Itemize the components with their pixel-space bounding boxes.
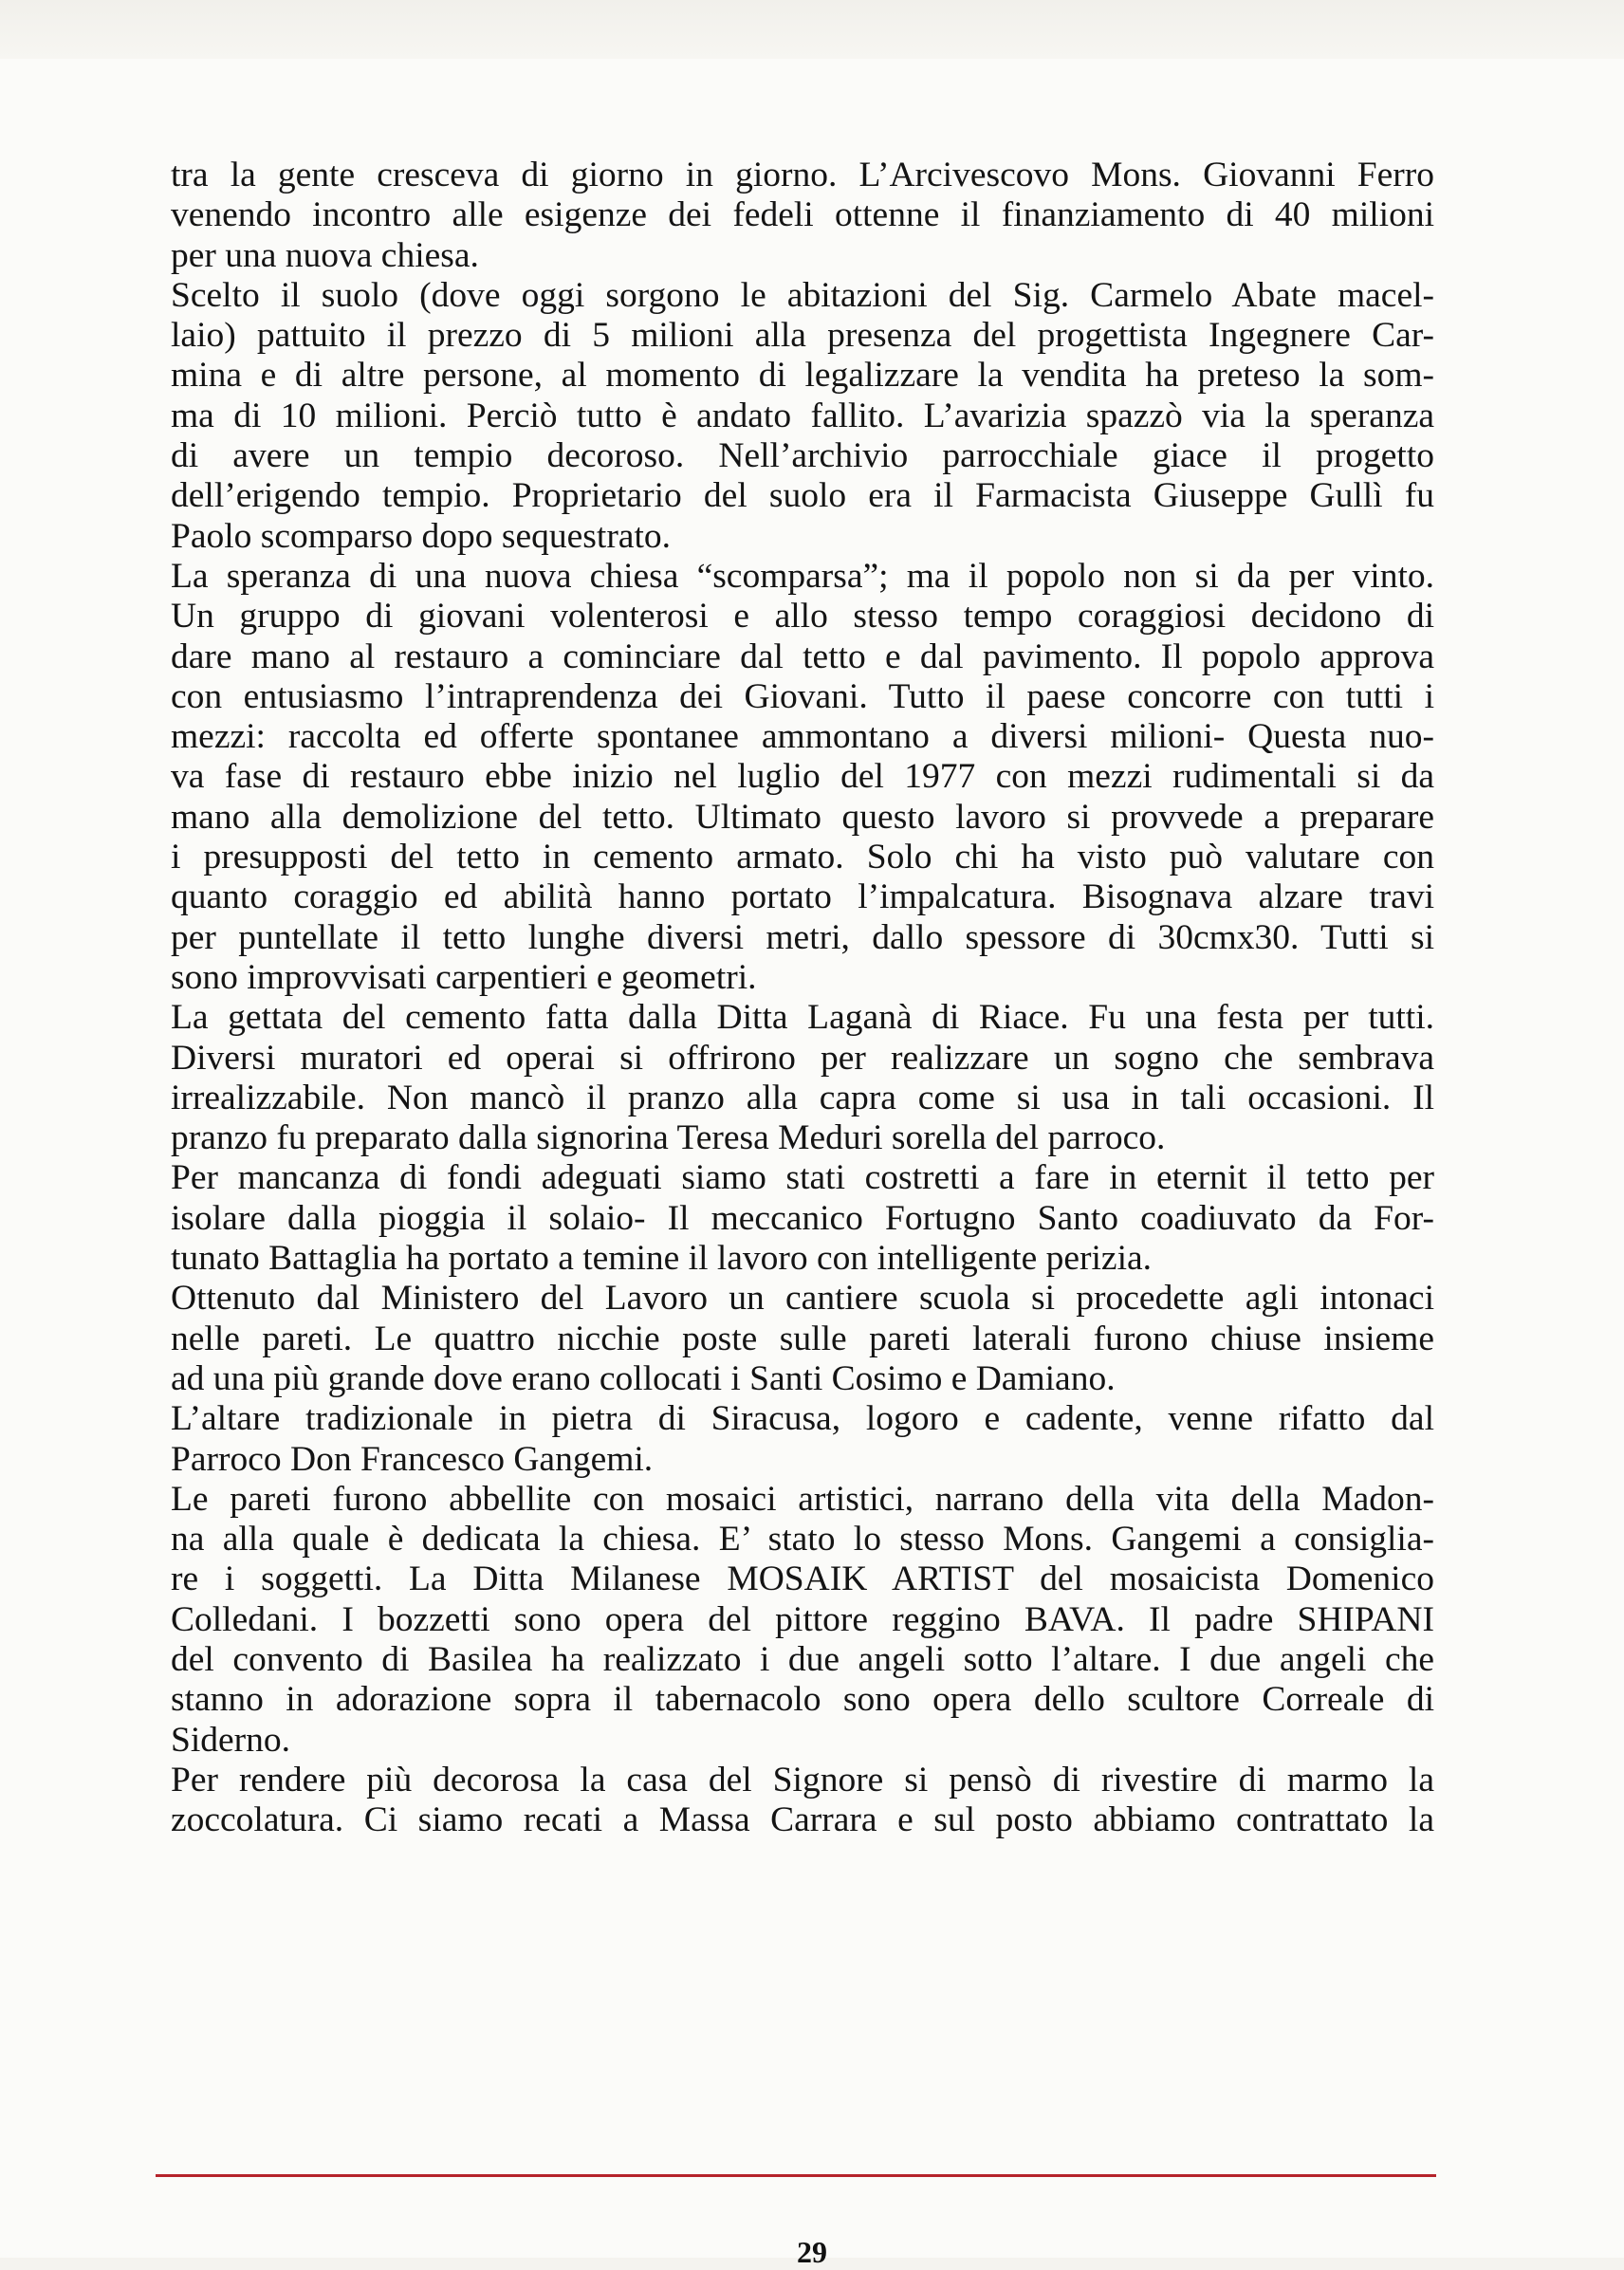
text-line: per puntellate il tetto lunghe diversi metri, dallo spessore di 30cmx30. Tutti si — [171, 917, 1434, 957]
text-line: Paolo scomparso dopo sequestrato. — [171, 516, 671, 556]
text-line: di avere un tempio decoroso. Nell’archivio parrocchiale giace il progetto — [171, 436, 1434, 476]
text-line: ma di 10 milioni. Perciò tutto è andato fallito. L’avarizia spazzò via la speranza — [171, 396, 1434, 435]
text-line: dare mano al restauro a cominciare dal tetto e dal pavimento. Il popolo approva — [171, 637, 1434, 676]
text-line: Siderno. — [171, 1720, 291, 1760]
text-line: La speranza di una nuova chiesa “scomparsa”; ma il popolo non si da per vinto. — [171, 556, 1434, 596]
text-line: per una nuova chiesa. — [171, 235, 479, 275]
text-line: del convento di Basilea ha realizzato i due angeli sotto l’altare. I due angeli che — [171, 1639, 1434, 1679]
text-line: La gettata del cemento fatta dalla Ditta Laganà di Riace. Fu una festa per tutti. — [171, 998, 1434, 1038]
text-line: Per rendere più decorosa la casa del Signore si pensò di rivestire di marmo la — [171, 1760, 1434, 1799]
text-line: na alla quale è dedicata la chiesa. E’ stato lo stesso Mons. Gangemi a consiglia- — [171, 1520, 1434, 1559]
text-line: zoccolatura. Ci siamo recati a Massa Carrara e sul posto abbiamo contrattato la — [171, 1800, 1434, 1840]
text-line: Scelto il suolo (dove oggi sorgono le abitazioni del Sig. Carmelo Abate macel- — [171, 275, 1434, 315]
text-line: tunato Battaglia ha portato a temine il lavoro con intelligente perizia. — [171, 1239, 1153, 1279]
text-line: venendo incontro alle esigenze dei fedeli ottenne il finanziamento di 40 milioni — [171, 195, 1434, 235]
text-line: Colledani. I bozzetti sono opera del pittore reggino BAVA. Il padre SHIPANI — [171, 1599, 1434, 1639]
text-line: quanto coraggio ed abilità hanno portato l’impalcatura. Bisognava alzare travi — [171, 877, 1434, 917]
text-line: dell’erigendo tempio. Proprietario del suolo era il Farmacista Giuseppe Gullì fu — [171, 476, 1434, 516]
scan-top-edge — [0, 0, 1624, 60]
text-line: pranzo fu preparato dalla signorina Teresa Meduri sorella del parroco. — [171, 1118, 1166, 1158]
text-line: Per mancanza di fondi adeguati siamo stati costretti a fare in eternit il tetto per — [171, 1158, 1434, 1198]
body-text — [171, 156, 1434, 1840]
text-line: Un gruppo di giovani volenterosi e allo stesso tempo coraggiosi decidono di — [171, 597, 1434, 637]
text-line: i presupposti del tetto in cemento armato. Solo chi ha visto può valutare con — [171, 838, 1434, 877]
text-line: con entusiasmo l’intraprendenza dei Giovani. Tutto il paese concorre con tutti i — [171, 676, 1434, 716]
text-line: nelle pareti. Le quattro nicchie poste sulle pareti laterali furono chiuse insieme — [171, 1319, 1434, 1358]
text-line: mezzi: raccolta ed offerte spontanee ammontano a diversi milioni- Questa nuo- — [171, 717, 1434, 757]
text-line: laio) pattuito il prezzo di 5 milioni alla presenza del progettista Ingegnere Car- — [171, 316, 1434, 356]
text-line: Ottenuto dal Ministero del Lavoro un cantiere scuola si procedette agli intonaci — [171, 1279, 1434, 1319]
text-line: Diversi muratori ed operai si offrirono per realizzare un sogno che sembrava — [171, 1038, 1434, 1078]
text-line: L’altare tradizionale in pietra di Siracusa, logoro e cadente, venne rifatto dal — [171, 1399, 1434, 1439]
text-line: irrealizzabile. Non mancò il pranzo alla capra come si usa in tali occasioni. Il — [171, 1078, 1434, 1117]
text-line: re i soggetti. La Ditta Milanese MOSAIK ARTIST del mosaicista Domenico — [171, 1559, 1434, 1599]
text-line: Le pareti furono abbellite con mosaici artistici, narrano della vita della Madon- — [171, 1479, 1434, 1519]
text-line: mina e di altre persone, al momento di legalizzare la vendita ha preteso la som- — [171, 356, 1434, 396]
text-line: stanno in adorazione sopra il tabernacolo sono opera dello scultore Correale di — [171, 1680, 1434, 1720]
text-line: sono improvvisati carpentieri e geometri. — [171, 957, 757, 997]
text-line: va fase di restauro ebbe inizio nel luglio del 1977 con mezzi rudimentali si da — [171, 757, 1434, 797]
page-number: 29 — [797, 2235, 827, 2269]
text-line: Parroco Don Francesco Gangemi. — [171, 1439, 654, 1479]
text-line: tra la gente cresceva di giorno in giorno. L’Arcivescovo Mons. Giovanni Ferro — [171, 156, 1434, 194]
footer-rule — [156, 2174, 1436, 2177]
text-line: mano alla demolizione del tetto. Ultimato questo lavoro si provvede a preparare — [171, 797, 1434, 837]
text-line: isolare dalla pioggia il solaio- Il meccanico Fortugno Santo coadiuvato da For- — [171, 1198, 1434, 1238]
text-line: ad una più grande dove erano collocati i Santi Cosimo e Damiano. — [171, 1358, 1116, 1398]
